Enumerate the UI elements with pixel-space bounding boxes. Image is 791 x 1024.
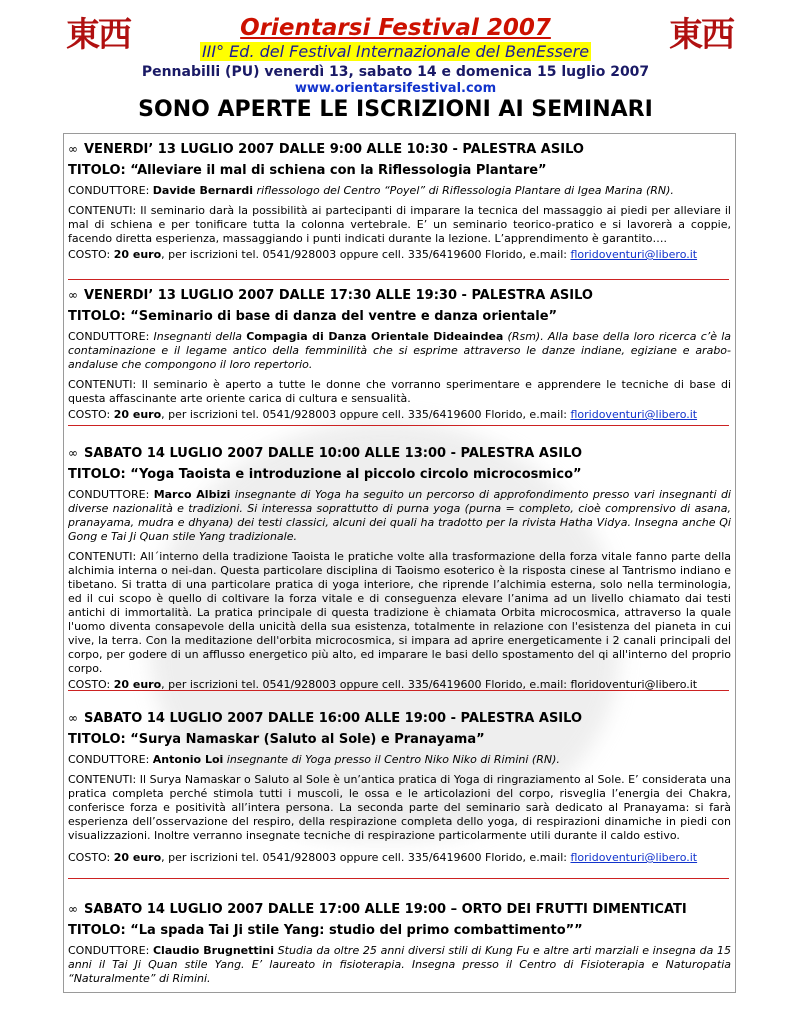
seminar-section-4 — [68, 711, 731, 865]
section-separator — [68, 279, 729, 280]
infinity-icon: ∞ — [68, 902, 78, 916]
email-link[interactable]: floridoventuri@libero.it — [570, 851, 698, 864]
cost-line: COSTO: 20 euro, per iscrizioni tel. 0541/928003 oppure cell. 335/6419600 Florido, e.mail: floridoventuri@libero.it — [68, 851, 698, 864]
cost-line: COSTO: 20 euro, per iscrizioni tel. 0541/928003 oppure cell. 335/6419600 Florido, e.mail: floridoventuri@libero.it — [68, 408, 698, 421]
seminar-heading: ∞ SABATO 14 LUGLIO 2007 DALLE 17:00 ALLE 19:00 – ORTO DEI FRUTTI DIMENTICATI — [68, 902, 687, 917]
festival-title: Orientarsi Festival 2007 — [240, 15, 551, 41]
seminar-section-1 — [68, 142, 731, 262]
seminar-section-3 — [68, 446, 731, 692]
email-text: floridoventuri@libero.it — [570, 678, 698, 691]
email-link[interactable]: floridoventuri@libero.it — [570, 248, 698, 261]
infinity-icon: ∞ — [68, 288, 78, 302]
seminar-title: TITOLO: “Seminario di base di danza del ventre e danza orientale” — [68, 309, 558, 324]
seminar-title: TITOLO: “Alleviare il mal di schiena con la Riflessologia Plantare” — [68, 163, 547, 178]
conductor-line: CONDUTTORE: Insegnanti della Compagia di Danza Orientale Dideaindea (Rsm). Alla base della loro ricerca c’è la contaminazione e il legame antico della femminilità che si esprime attraverso le danze indiane, egiziane e arabo-andaluse che compongono il loro repertorio. — [68, 330, 731, 371]
infinity-icon: ∞ — [68, 711, 78, 725]
infinity-icon: ∞ — [68, 446, 78, 460]
cost-line: COSTO: 20 euro, per iscrizioni tel. 0541/928003 oppure cell. 335/6419600 Florido, e.mail: floridoventuri@libero.it — [68, 678, 698, 691]
festival-website-link[interactable]: www.orientarsifestival.com — [294, 81, 497, 96]
seminar-heading: ∞ SABATO 14 LUGLIO 2007 DALLE 10:00 ALLE 13:00 - PALESTRA ASILO — [68, 446, 583, 461]
east-west-logo-right: 東西 — [669, 15, 733, 55]
infinity-icon: ∞ — [68, 142, 78, 156]
festival-subtitle: III° Ed. del Festival Internazionale del BenEssere — [201, 42, 590, 61]
seminar-section-5 — [68, 902, 731, 986]
section-separator — [68, 690, 729, 691]
contents-paragraph: CONTENUTI: Il seminario darà la possibilità ai partecipanti di imparare la tecnica del massaggio ai piedi per alleviare il mal di schiena e per tonificare tutta la colonna vertebrale. E’ un seminario teorico-pratico e si lavorerà a coppie, facendo diretta esperienza, massaggiando i punti indicati durante la lezione. L’apprendimento è garantito…. — [68, 204, 731, 245]
cost-line: COSTO: 20 euro, per iscrizioni tel. 0541/928003 oppure cell. 335/6419600 Florido, e.mail: floridoventuri@libero.it — [68, 248, 698, 261]
section-separator — [68, 878, 729, 879]
contents-paragraph: CONTENUTI: All´interno della tradizione Taoista le pratiche volte alla trasformazione della forza vitale fanno parte della alchimia interna o nei-dan. Questa particolare disciplina di Taoismo esoterico è la risposta cinese al Tantrismo indiano e tibetano. Si tratta di una particolare pratica di yoga interiore, che riprende l’alchimia esterna, solo nella terminologia, ed il cui scopo è quello di coltivare la forza vitale e di conseguenza elevare l’anima ad un livello chiamato dai testi antichi di immortalità. La pratica principale di questa tradizione è chiamata Orbita microcosmica, attraverso la quale l'uomo diventa consapevole della unicità della sua esistenza, totalmente in relazione con l'esistenza del pianeta in cui vive, la terra. Con la meditazione dell'orbita microcosmica, si impara ad aprire energeticamente i 2 canali principali del corpo, per godere di un afflusso energetico più alto, ed imparare le basi dello spostamento del qi all'interno del proprio corpo. — [68, 550, 731, 675]
conductor-line: CONDUTTORE: Antonio Loi insegnante di Yoga presso il Centro Niko Niko di Rimini (RN). — [68, 753, 560, 766]
conductor-line: CONDUTTORE: Marco Albizi insegnante di Yoga ha seguito un percorso di approfondimento presso vari insegnanti di diverse nazionalità e tradizioni. Si interessa soprattutto di purna yoga (purna = completo, cioè comprensivo di asana, pranayama, mudra e dhyana) dei testi classici, alcuni dei quali ha tradotto per la rivista Hatha Vidya. Insegna anche Qi Gong e Tai Ji Quan stile Yang tradizionale. — [68, 488, 731, 543]
section-separator — [68, 425, 729, 426]
seminar-title: TITOLO: “La spada Tai Ji stile Yang: studio del primo combattimento”” — [68, 923, 583, 938]
conductor-line: CONDUTTORE: Claudio Brugnettini Studia da oltre 25 anni diversi stili di Kung Fu e altre arti marziali e insegna da 15 anni il Tai Ji Quan stile Yang. E’ laureato in fisioterapia. Insegna presso il Centro di Fisioterapia e Naturopatia “Naturalmente” di Rimini. — [68, 944, 731, 985]
seminar-heading: ∞ SABATO 14 LUGLIO 2007 DALLE 16:00 ALLE 19:00 - PALESTRA ASILO — [68, 711, 583, 726]
seminar-section-2 — [68, 288, 731, 422]
east-west-logo-left: 東西 — [66, 15, 130, 55]
seminar-title: TITOLO: “Surya Namaskar (Saluto al Sole) e Pranayama” — [68, 732, 485, 747]
conductor-line: CONDUTTORE: Davide Bernardi riflessologo del Centro “Poyel” di Riflessologia Plantare di Igea Marina (RN). — [68, 184, 674, 197]
seminar-heading: ∞ VENERDI’ 13 LUGLIO 2007 DALLE 17:30 ALLE 19:30 - PALESTRA ASILO — [68, 288, 593, 303]
festival-dates: Pennabilli (PU) venerdì 13, sabato 14 e domenica 15 luglio 2007 — [141, 64, 650, 80]
seminar-heading: ∞ VENERDI’ 13 LUGLIO 2007 DALLE 9:00 ALLE 10:30 - PALESTRA ASILO — [68, 142, 584, 157]
email-link[interactable]: floridoventuri@libero.it — [570, 408, 698, 421]
contents-paragraph: CONTENUTI: Il Surya Namaskar o Saluto al Sole è un’antica pratica di Yoga di ringraziamento al Sole. E’ considerata una pratica completa perché stimola tutti i muscoli, le ossa e le articolazioni del corpo, risveglia l’energia dei Chakra, conferisce forza e positività all’intera persona. La seconda parte del seminario sarà dedicato al Pranayama: si farà esperienza dell’osservazione del respiro, della respirazione completa dello yoga, di respirazioni dinamiche in piedi con visualizzazioni. Inoltre verranno insegnate tecniche di respirazione particolarmente utili durante il caldo estivo. — [68, 773, 731, 842]
main-heading: SONO APERTE LE ISCRIZIONI AI SEMINARI — [138, 97, 653, 122]
contents-paragraph: CONTENUTI: Il seminario è aperto a tutte le donne che vorranno sperimentare e apprendere le tecniche di base di questa affascinante arte oriente carica di cultura e sensualità. — [68, 378, 731, 405]
seminar-title: TITOLO: “Yoga Taoista e introduzione al piccolo circolo microcosmico” — [68, 467, 582, 482]
